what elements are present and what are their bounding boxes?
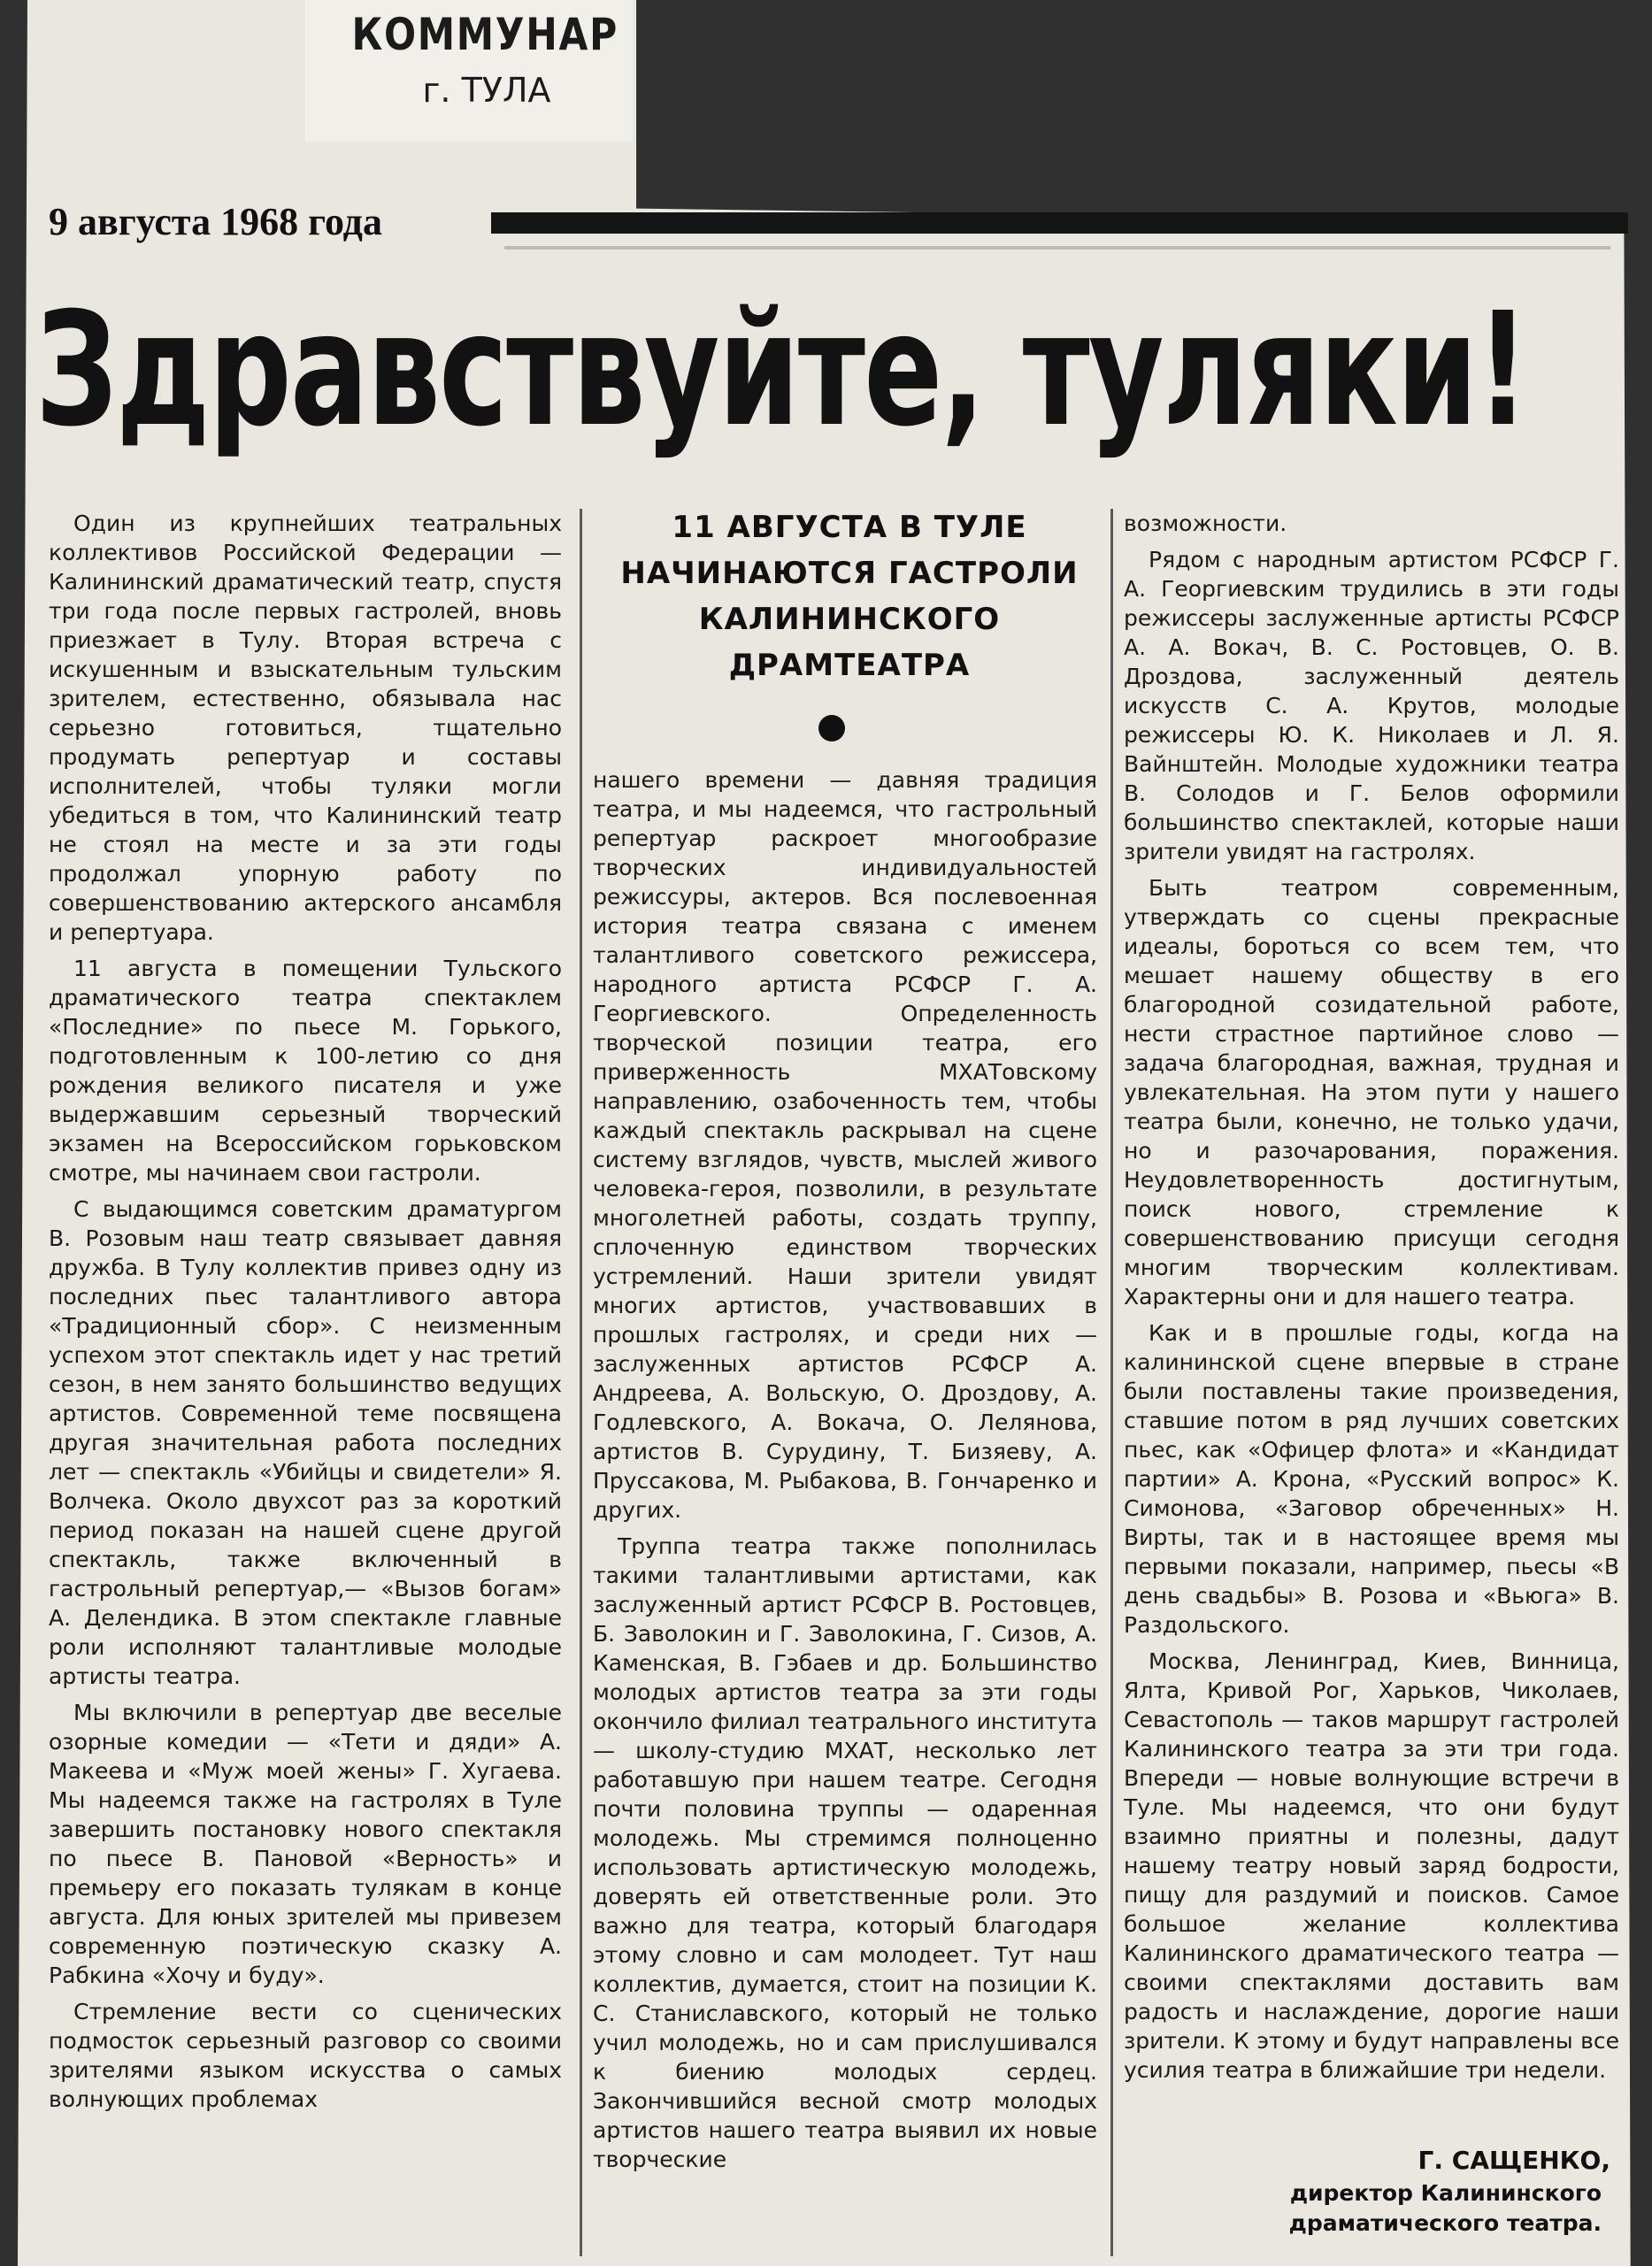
article-column-2 [593, 765, 1097, 2265]
article-paragraph: Стремление вести со сценических подмосток серьезный разговор со своими зрителями языком искусства о самых волнующих проблемах [49, 1999, 562, 2112]
newspaper-name: КОММУНАР [351, 9, 619, 60]
article-paragraph: возможности. [1124, 511, 1287, 536]
column-divider [580, 509, 582, 2256]
article-paragraph: С выдающимся советским драматургом В. Розовым наш театр связывает давняя дружба. В Тулу коллектив привез одну из последних пьес талантливого автора «Традиционный сбор». С неизменным успехом этот спектакль идет у нас третий сезон, в нем занято большинство ведущих артистов. Современной теме посвящена другая значительная работа последних лет — спектакль «Убийцы и свидетели» Я. Волчека. Около двухсот раз за короткий период показан на нашей сцене другой спектакль, также включенный в гастрольный репертуар,— «Вызов богам» А. Делендика. В этом спектакле главные роли исполняют талантливые молодые артисты театра. [49, 1196, 562, 1689]
publication-date: 9 августа 1968 года [49, 200, 382, 243]
article-paragraph: нашего времени — давняя традиция театра, и мы надеемся, что гастрольный репертуар раскроет многообразие творческих индивидуальностей режиссуры, актеров. Вся послевоенная история театра связана с именем талантливого советского режиссера, народного артиста РСФСР Г. А. Георгиевского. Определенность творческой позиции театра, его приверженность МХАТовскому направлению, озабоченность тем, чтобы каждый спектакль раскрывал на сцене систему взглядов, чувств, мыслей живого человека-героя, позволили, в результате многолетней работы, создать труппу, сплоченную единством творческих устремлений. Наши зрители увидят многих артистов, участвовавших в прошлых гастролях, и среди них — заслуженных артистов РСФСР А. Андреева, А. Вольскую, О. Дроздову, А. Годлевского, А. Вокача, О. Леляновa, артистов В. Сурудину, Т. Бизяеву, А. Пруссакова, М. Рыбакова, В. Гончаренко и других. [593, 767, 1097, 1523]
newspaper-city: г. ТУЛА [422, 71, 551, 110]
author-title: директор Калининского драматического театра. [1288, 2180, 1602, 2236]
date-rule [491, 212, 1628, 234]
author-name: Г. САЩЕНКО, [1418, 2146, 1610, 2175]
bullet-mark [818, 715, 845, 741]
article-paragraph: Быть театром современным, утверждать со сцены прекрасные идеалы, бороться со всем тем, что мешает нашему обществу в его благородной созидательной работе, нести страстное партийное слово — задача благородная, важная, трудная и увлекательная. На этом пути у нашего театра были, конечно, не только удачи, но и разочарования, поражения. Неудовлетворенность достигнутым, поиск нового, стремление к совершенствованию присущи сегодня многим творческим коллективам. Характерны они и для нашего театра. [1124, 875, 1619, 1310]
date-rule-shadow [504, 246, 1610, 250]
subheadline: 11 АВГУСТА В ТУЛЕ НАЧИНАЮТСЯ ГАСТРОЛИ КАЛИНИНСКОГО ДРАМТЕАТРА [620, 510, 1079, 683]
article-column-3 [1124, 509, 1619, 2137]
column-divider [1110, 509, 1113, 2256]
article-paragraph: 11 августа в помещении Тульского драматического театра спектаклем «Последние» по пьесе М. Горького, подготовленным к 100-летию со дня рождения великого писателя и уже выдержавшим серьезный творческий экзамен на Всероссийском горьковском смотре, мы начинаем свои гастроли. [49, 956, 562, 1186]
article-paragraph: Москва, Ленинград, Киев, Винница, Ялта, Кривой Рог, Харьков, Чиколаев, Севастополь — таков маршрут гастролей Калининского театра за эти три года. Впереди — новые волнующие встречи в Туле. Мы надеемся, что они будут взаимно приятны и полезны, дадут нашему театру новый заряд бодрости, пищу для раздумий и поисков. Самое большое желание коллектива Калининского драматического театра — своими спектаклями доставить вам радость и наслаждение, дорогие наши зрители. К этому и будут направлены все усилия театра в ближайшие три недели. [1124, 1648, 1619, 2083]
article-paragraph: Один из крупнейших театральных коллективов Российской Федерации — Калининский драматический театр, спустя три года после первых гастролей, вновь приезжает в Тулу. Вторая встреча с искушенным и взыскательным тульским зрителем, естественно, обязывала нас серьезно готовиться, тщательно продумать репертуар и составы исполнителей, чтобы туляки могли убедиться в том, что Калининский театр не стоял на месте и за эти годы продолжал упорную работу по совершенствованию актерского ансамбля и репертуара. [49, 511, 562, 945]
article-column-1 [49, 509, 562, 2265]
headline: Здравствуйте, туляки! [35, 279, 1528, 462]
article-paragraph: Труппа театра также пополнилась такими талантливыми артистами, как заслуженный артист РСФСР В. Ростовцев, Б. Заволокин и Г. Заволокина, Г. Сизов, А. Каменская, В. Гэбаев и др. Большинство молодых артистов театра за эти годы окончило филиал театрального института — школу-студию МХАТ, несколько лет работавшую при нашем театре. Сегодня почти половина труппы — одаренная молодежь. Мы стремимся полноценно использовать артистическую молодежь, доверять ей ответственные роли. Это важно для театра, который благодаря этому словно и сам молодеет. Тут наш коллектив, думается, стоит на позиции К. С. Станиславского, который не только учил молодежь, но и сам прислушивался к биению молодых сердец. Закончившийся весной смотр молодых артистов нашего театра выявил их новые творческие [593, 1533, 1097, 2172]
article-paragraph: Мы включили в репертуар две веселые озорные комедии — «Тети и дяди» А. Макеева и «Муж моей жены» Г. Хугаева. Мы надеемся также на гастролях в Туле завершить постановку нового спектакля по пьесе В. Пановой «Верность» и премьеру его показать тулякам в конце августа. Для юных зрителей мы привезем современную поэтическую сказку А. Рабкина «Хочу и буду». [49, 1700, 562, 1988]
article-paragraph: Как и в прошлые годы, когда на калининской сцене впервые в стране были поставлены такие произведения, ставшие потом в ряд лучших советских пьес, как «Офицер флота» и «Кандидат партии» А. Крона, «Русский вопрос» К. Симонова, «Заговор обреченных» Н. Вирты, так и в настоящее время мы первыми показали, например, пьесы «В день свадьбы» В. Розова и «Вьюга» В. Раздольского. [1124, 1320, 1619, 1638]
article-paragraph: Рядом с народным артистом РСФСР Г. А. Георгиевским трудились в эти годы режиссеры заслуженные артисты РСФСР А. А. Вокач, В. С. Ростовцев, О. В. Дроздова, заслуженный деятель искусств С. А. Крутов, молодые режиссеры Ю. К. Николаев и Л. Я. Вайнштейн. Молодые художники театра В. Солодов и Г. Белов оформили большинство спектаклей, которые наши зрители увидят на гастролях. [1124, 547, 1619, 864]
